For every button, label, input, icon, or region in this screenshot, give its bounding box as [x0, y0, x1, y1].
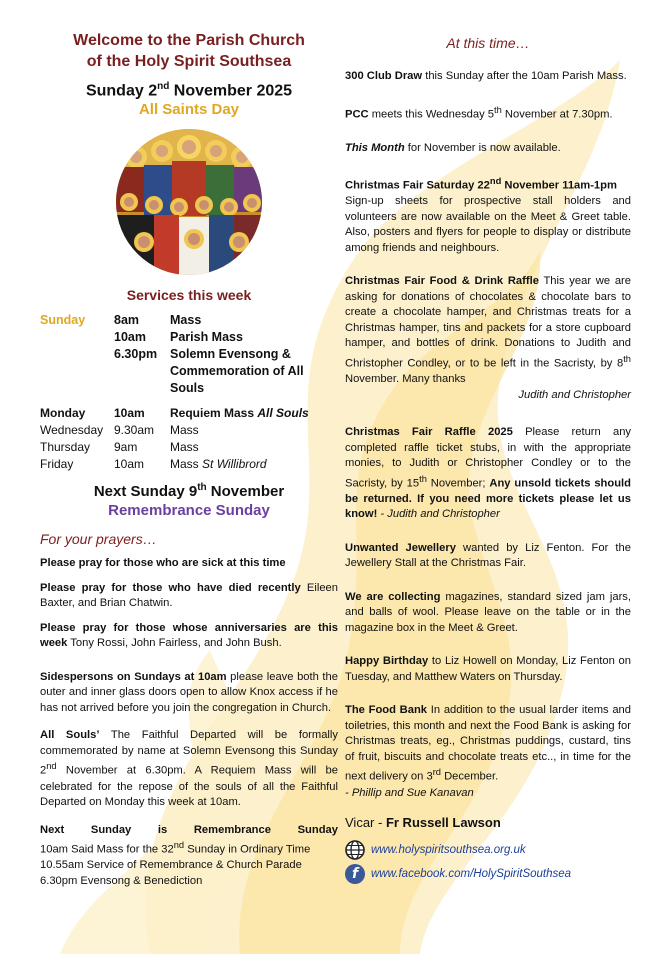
service-time: 6.30pm — [114, 347, 158, 362]
service-time: 8am — [114, 313, 140, 328]
notice-this-month — [345, 141, 631, 157]
notice-food-bank — [345, 703, 631, 801]
notices-heading: At this time… — [446, 35, 530, 51]
notice-pcc — [345, 103, 631, 123]
all-saints-painting — [114, 127, 264, 277]
sidespersons-heading: Sidespersons on Sundays at 10am — [40, 670, 227, 683]
notice-raffle-emphasis: Any unsold tickets should be returned. If you need more tickets please let us know! — [345, 477, 631, 521]
service-desc-text: Requiem Mass — [170, 406, 258, 421]
service-row — [40, 329, 338, 346]
service-day: Wednesday — [40, 423, 104, 438]
vicar-line — [345, 815, 631, 830]
notice-300-club-heading: 300 Club Draw — [345, 70, 423, 82]
next-sunday-suffix: November — [206, 483, 285, 501]
notice-pcc-heading: PCC — [345, 108, 369, 121]
service-desc: Commemoration of All Souls — [170, 364, 304, 396]
remembrance-notice — [40, 823, 338, 890]
notice-food-signature: Judith and Christopher — [518, 388, 631, 401]
title-line-1: Welcome to the Parish Church — [73, 32, 305, 49]
date-prefix: Sunday 2 — [85, 82, 158, 100]
notice-jewellery-heading: Unwanted Jewellery — [345, 541, 456, 554]
notice-raffle-sup: th — [419, 473, 427, 484]
notice-food-text: This year we are asking for donations of chocolates & chocolate bars to create a chocolate hamper, and Christmas treats for a Christmas hamper, tins and packets for a store cupboard hamper, and bottles of drink. Donations to Judith and Christopher Condley, or to be left in the Sacristy, by 8 — [345, 275, 631, 370]
notice-fair-heading: Christmas Fair Saturday 22 — [345, 179, 490, 192]
prayer-anniv-names: Tony Rossi, John Fairless, and John Bush. — [67, 637, 282, 650]
remembrance-line-1-a: 10am Said Mass for the 32 — [40, 843, 174, 856]
prayer-died — [40, 581, 338, 612]
remembrance-line-1-sup: nd — [173, 840, 185, 851]
prayer-anniv-heading: Please pray for those whose anniversaries are this week — [40, 621, 338, 650]
facebook-icon: f — [345, 864, 365, 884]
prayer-sick: Please pray for those who are sick at this time — [40, 557, 286, 570]
notice-fair-sup: nd — [489, 176, 502, 187]
service-row — [40, 439, 338, 456]
service-time — [114, 363, 170, 397]
service-row — [40, 422, 338, 439]
website-link-row[interactable] — [345, 840, 631, 860]
service-desc: Solemn Evensong & — [170, 347, 291, 362]
all-souls-text: The Faithful Departed will be formally commemorated by name at Solemn Evensong this Sunday 2 — [40, 729, 338, 778]
services-table — [40, 312, 338, 473]
notice-collecting-text: magazines, standard sized jam jars, and balls of wool. Please leave on the table or in the magazine box in the Meet & Greet. — [345, 590, 631, 634]
all-souls-notice — [40, 728, 338, 810]
all-souls-heading: All Souls’ — [40, 729, 100, 742]
service-time: 10am — [114, 330, 146, 345]
notice-food-heading: Christmas Fair Food & Drink Raffle — [345, 275, 539, 288]
service-desc-text: Mass — [170, 457, 203, 472]
sidespersons-notice — [40, 670, 338, 717]
service-date — [40, 81, 338, 100]
notice-food-bank-text: In addition to the usual larder items and toiletries, this month and next the Food Bank is asking for Christmas treats, eg., Christmas puddings, custard, tins of fruit, biscuits and chocolate treats etc.., in time for the next delivery on 3 — [345, 704, 631, 784]
service-time: 10am — [114, 457, 145, 472]
notice-jewellery-text: wanted by Liz Fenton. For the Jewellery Stall at the Christmas Fair. — [345, 541, 631, 570]
remembrance-line-3: 6.30pm Evensong & Benediction — [40, 874, 203, 887]
notice-fair-text: Sign-up sheets for prospective stall holders and volunteers are now available on the Meet & Greet table. Also, posters and flyers for people to display or distribute among friends and neighbours. — [345, 195, 631, 254]
service-row — [40, 363, 338, 397]
feast-name: All Saints Day — [138, 101, 240, 119]
notice-300-club-text: this Sunday after the 10am Parish Mass. — [422, 70, 627, 82]
notice-birthday-text: to Liz Howell on Monday, Liz Fenton on Tuesday, and Matthew Waters on Thursday. — [345, 655, 631, 683]
remembrance-line-1-b: Sunday in Ordinary Time — [184, 843, 311, 856]
service-desc: Mass — [170, 313, 202, 328]
notice-raffle-text: Please return any completed raffle ticket stubs, in with the appropriate monies, to Judith or Christopher Condley or to the Sacristy, by 15 — [345, 426, 632, 490]
notice-jewellery — [345, 541, 631, 572]
service-day: Sunday — [40, 313, 86, 328]
notice-fair-raffle — [345, 425, 631, 523]
remembrance-line-1 — [40, 838, 338, 858]
globe-icon — [345, 840, 365, 860]
notice-raffle-heading: Christmas Fair Raffle 2025 — [345, 426, 513, 439]
next-sunday-prefix: Next Sunday 9 — [93, 483, 198, 501]
notice-this-month-text: for November is now available. — [404, 141, 561, 154]
notice-food-bank-heading: The Food Bank — [345, 704, 428, 717]
service-desc — [170, 405, 338, 422]
date-suffix: November 2025 — [169, 82, 293, 100]
notice-collecting — [345, 590, 631, 637]
next-sunday-name: Remembrance Sunday — [108, 502, 270, 520]
title-line-2: of the Holy Spirit Southsea — [86, 53, 292, 70]
prayers-heading: For your prayers… — [40, 531, 157, 548]
notice-food-bank-text-2: December. — [440, 771, 499, 784]
service-desc: Mass — [170, 440, 199, 455]
next-sunday-date — [40, 482, 338, 500]
service-desc-italic: St Willibrord — [202, 457, 267, 472]
service-row — [40, 346, 338, 363]
notice-300-club — [345, 69, 631, 85]
service-desc: Parish Mass — [170, 330, 243, 345]
notice-raffle-signature: - Judith and Christopher — [377, 508, 500, 521]
facebook-link[interactable]: www.facebook.com/HolySpiritSouthsea — [371, 868, 572, 881]
prayer-anniversaries — [40, 621, 338, 652]
vicar-label: Vicar - — [345, 815, 386, 831]
notice-food-text-2: November. Many thanks — [345, 373, 466, 386]
service-desc — [170, 456, 338, 473]
date-sup: nd — [157, 81, 170, 92]
notice-food-bank-signature: - Phillip and Sue Kanavan — [345, 786, 474, 799]
notice-raffle-text-2: November; — [426, 477, 490, 490]
service-time: 9am — [114, 440, 138, 455]
service-row — [40, 405, 338, 422]
service-row — [40, 456, 338, 473]
all-souls-text-2: November at 6.30pm. A Requiem Mass will be celebrated for the repose of the souls of all the Faithful Departed on Monday this week at 10am. — [40, 765, 338, 809]
remembrance-line-2: 10.55am Service of Remembrance & Church Parade — [40, 859, 302, 872]
notice-fair-heading-2: November 11am-1pm — [501, 179, 617, 192]
notice-birthday-heading: Happy Birthday — [345, 655, 429, 668]
notice-food-bank-sup: rd — [432, 767, 441, 778]
notice-food-raffle — [345, 274, 631, 403]
service-time: 9.30am — [114, 423, 155, 438]
notice-christmas-fair — [345, 174, 631, 256]
service-row — [40, 312, 338, 329]
service-day: Thursday — [40, 440, 91, 455]
page-title — [40, 30, 338, 72]
notice-pcc-sup: th — [494, 104, 502, 115]
service-desc: Mass — [170, 423, 199, 438]
service-day: Monday — [40, 406, 86, 421]
sidespersons-text: please leave both the outer and inner glass doors open to allow Knox access if he has not arrived before you join the congregation in Church. — [40, 670, 338, 714]
notice-pcc-text-2: November at 7.30pm. — [501, 108, 613, 121]
notice-collecting-heading: We are collecting — [345, 590, 441, 603]
notice-this-month-heading: This Month — [345, 141, 405, 154]
notice-birthday — [345, 654, 631, 685]
facebook-link-row[interactable] — [345, 864, 631, 884]
website-link[interactable]: www.holyspiritsouthsea.org.uk — [371, 844, 526, 857]
next-sunday-sup: th — [197, 482, 207, 494]
service-desc-italic: All Souls — [257, 406, 309, 421]
notice-food-sup: th — [623, 353, 631, 364]
services-heading: Services this week — [126, 287, 252, 304]
remembrance-heading: Next Sunday is Remembrance Sunday — [40, 823, 338, 836]
left-column — [40, 30, 338, 889]
service-time: 10am — [114, 406, 145, 421]
prayer-died-heading: Please pray for those who have died recently — [40, 581, 301, 594]
service-day: Friday — [40, 457, 74, 472]
right-column — [345, 35, 631, 884]
notice-pcc-text: meets this Wednesday 5 — [368, 108, 495, 121]
prayer-died-names: Eileen Baxter, and Brian Chatwin. — [40, 581, 338, 610]
vicar-name: Fr Russell Lawson — [385, 815, 501, 831]
all-souls-sup: nd — [46, 761, 57, 772]
